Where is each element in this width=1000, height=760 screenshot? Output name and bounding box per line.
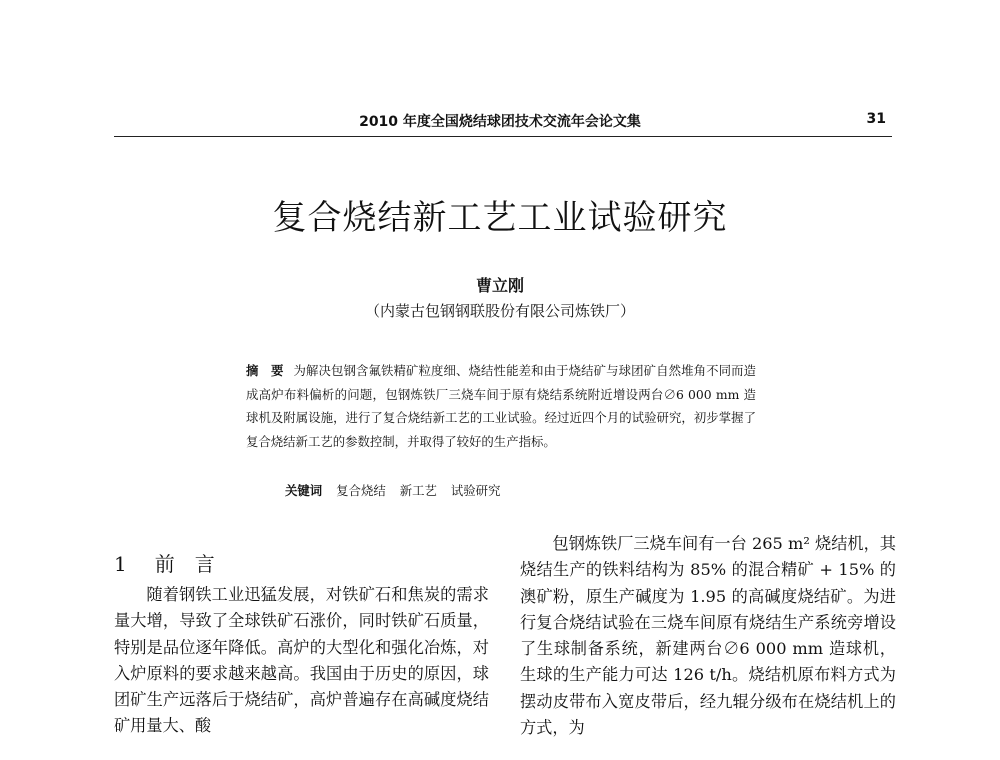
section-number: 1 <box>114 552 127 576</box>
body-right-column: 包钢炼铁厂三烧车间有一台 265 m² 烧结机，其烧结生产的铁料结构为 85% 的混合精矿 + 15% 的澳矿粉，原生产碱度为 1.95 的高碱度烧结矿。为进行复合烧结试验在三烧车间原有烧结生产系统旁增设了生球制备系统，新建两台∅6 000 mm 造球机，生球的生产能力可达 126 t/h。烧结机原布料方式为摆动皮带布入宽皮带后，经九辊分级布在烧结机上的方式，为 <box>520 534 896 738</box>
keyword: 复合烧结 <box>336 483 386 498</box>
keywords-label: 关键词 <box>285 483 323 498</box>
header-divider <box>114 136 892 137</box>
keywords <box>285 480 735 502</box>
author-affiliation: （内蒙古包钢钢联股份有限公司炼铁厂） <box>364 302 635 320</box>
abstract <box>246 359 756 453</box>
body-left-column: 随着钢铁工业迅猛发展，对铁矿石和焦炭的需求量大增，导致了全球铁矿石涨价，同时铁矿石质量，特别是品位逐年降低。高炉的大型化和强化冶炼，对入炉原料的要求越来越高。我国由于历史的原因，球团矿生产远落后于烧结矿，高炉普遍存在高碱度烧结矿用量大、酸 <box>114 585 489 736</box>
author-name: 曹立刚 <box>475 276 524 295</box>
running-header-title: 2010 年度全国烧结球团技术交流年会论文集 <box>359 114 641 130</box>
keyword: 试验研究 <box>450 483 501 498</box>
page-number: 31 <box>866 111 886 127</box>
abstract-text: 为解决包钢含氟铁精矿粒度细、烧结性能差和由于烧结矿与球团矿自然堆角不同而造成高炉布料偏析的问题，包钢炼铁厂三烧车间于原有烧结系统附近增设两台∅6 000 mm 造球机及附属设施，进行了复合烧结新工艺的工业试验。经过近四个月的试验研究，初步掌握了复合烧结新工艺的参数控制，并取得了较好的生产指标。 <box>246 363 757 449</box>
section-title: 前言 <box>154 552 235 576</box>
paper-title: 复合烧结新工艺工业试验研究 <box>272 198 728 238</box>
keyword: 新工艺 <box>399 483 437 498</box>
section-heading <box>114 548 235 577</box>
abstract-label: 摘 要 <box>246 363 284 378</box>
